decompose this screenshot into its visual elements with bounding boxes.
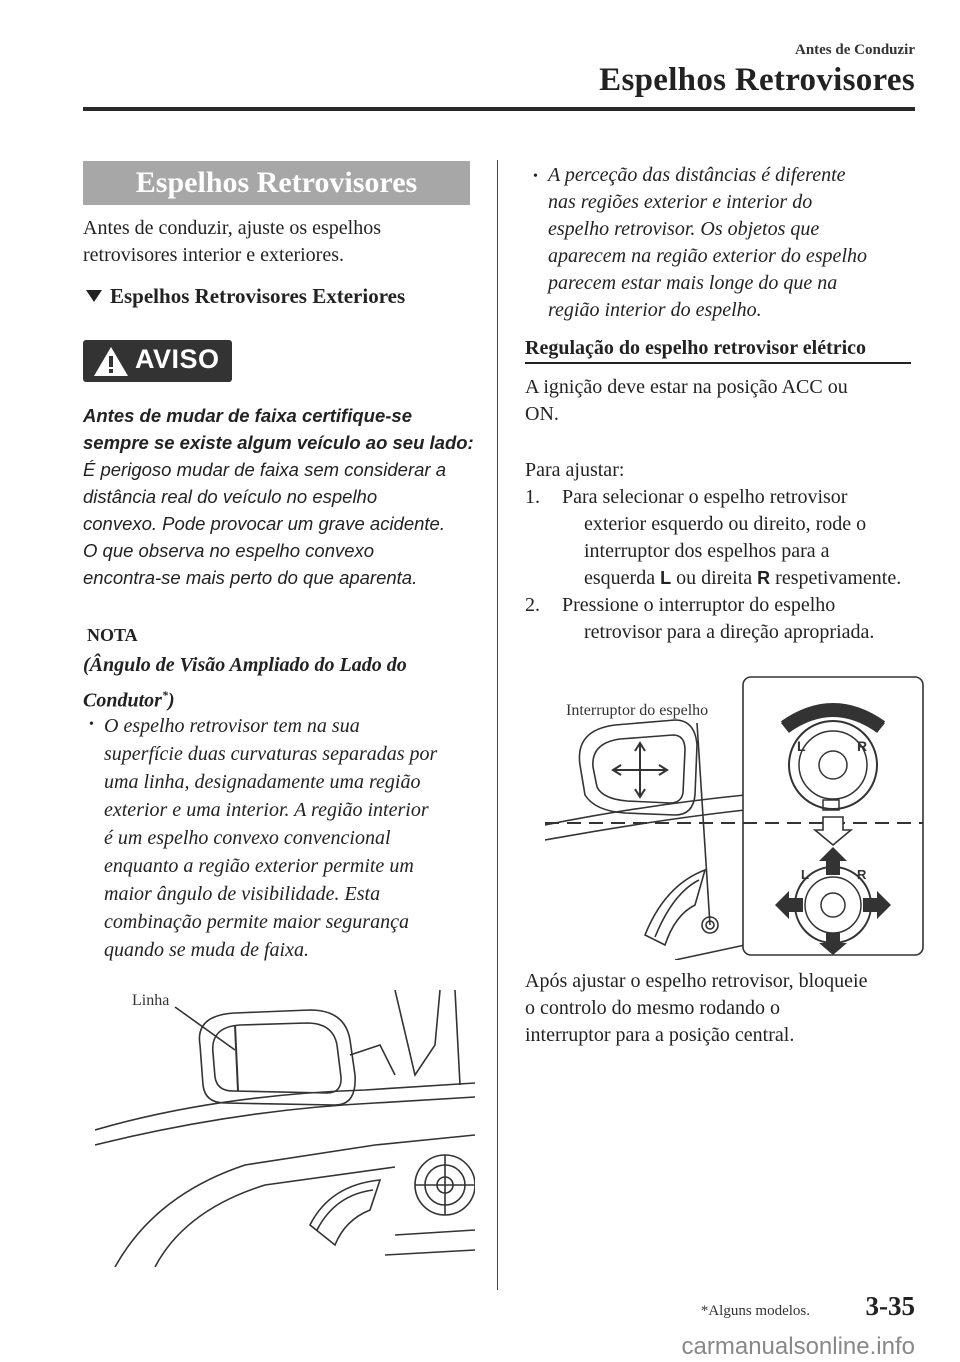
aviso-label: AVISO [135,344,220,374]
after-line: Após ajustar o espelho retrovisor, bloqueie [525,970,868,992]
step-line: interruptor dos espelhos para a [584,540,830,562]
bullet-icon: • [89,717,94,732]
figure-label-switch: Interruptor do espelho [566,702,709,719]
step-line: esquerda L ou direita R respetivamente. [584,567,902,589]
nota-bullet-text [104,712,437,964]
nota-title-line: (Ângulo de Visão Ampliado do Lado do [83,654,407,676]
intro-paragraph [83,215,381,269]
running-header-section: Antes de Conduzir [794,42,915,58]
section-banner: Espelhos Retrovisores [83,161,470,205]
after-paragraph [525,968,867,1049]
adjust-label: Para ajustar: [525,459,625,481]
watermark: carmanualsonline.info [681,1333,915,1360]
column-divider [497,160,498,1290]
bullet-line: nas regiões exterior e interior do [548,191,813,213]
triangle-marker-icon [86,290,102,302]
step-2-number: 2. [525,594,540,616]
bullet-text-perception [548,162,867,324]
nota-label: NOTA [87,625,138,645]
subheading [86,283,405,310]
knob-R-label: R [857,738,868,754]
bullet-line: parecem estar mais longe do que na [548,272,838,294]
warning-line: distância real do veículo no espelho [83,486,378,507]
bullet-icon: • [533,169,538,184]
warning-line: encontra-se mais perto do que aparenta. [83,567,418,588]
bullet-line: espelho retrovisor. Os objetos que [548,218,820,240]
warning-line: O que observa no espelho convexo [83,540,375,561]
header-rule [83,107,915,111]
nota-line: exterior e uma interior. A região interior [104,799,429,821]
subheading-text: Espelhos Retrovisores Exteriores [110,284,406,308]
nota-title-line: Condutor*) [83,688,175,712]
ignition-line: ON. [525,403,559,425]
nota-line: enquanto a região exterior permite um [104,855,414,877]
right-R-symbol: R [757,568,771,588]
bullet-line: aparecem na região exterior do espelho [548,245,867,267]
mirror-illustration [95,985,475,1267]
warning-triangle-icon [92,345,130,378]
footnote: *Alguns modelos. [700,1303,810,1319]
section-heading-electric-mirror: Regulação do espelho retrovisor elétrico [525,336,911,364]
step-1-number: 1. [525,486,540,508]
running-header-title: Espelhos Retrovisores [599,62,915,98]
knob-L-label: L [797,738,806,754]
step-2-text [562,592,874,646]
warning-line: É perigoso mudar de faixa sem considerar a [83,459,446,480]
intro-line: Antes de conduzir, ajuste os espelhos [83,217,382,239]
left-L-symbol: L [660,568,672,588]
warning-line: convexo. Pode provocar um grave acidente. [83,513,445,534]
after-line: interruptor para a posição central. [525,1024,795,1046]
page-number: 3-35 [865,1291,915,1321]
step-line: exterior esquerdo ou direito, rode o [584,513,867,535]
warning-bold-line: sempre se existe algum veículo ao seu lado: [83,432,474,453]
mirror-switch-illustration [545,675,925,960]
step-line: retrovisor para a direção apropriada. [584,621,875,643]
nota-line: é um espelho convexo convencional [104,827,391,849]
footnote-marker: * [161,688,168,702]
warning-text [83,402,474,591]
knob-R-label-2: R [857,867,867,882]
ignition-paragraph [525,374,848,428]
figure-label-linha: Linha [132,992,170,1009]
nota-line: O espelho retrovisor tem na sua [104,715,360,737]
nota-title [83,650,407,716]
intro-line: retrovisores interior e exteriores. [83,244,345,266]
warning-bold-line: Antes de mudar de faixa certifique-se [83,405,412,426]
after-line: o controlo do mesmo rodando o [525,997,780,1019]
nota-line: quando se muda de faixa. [104,939,309,961]
knob-L-label-2: L [801,867,809,882]
nota-line: maior ângulo de visibilidade. Esta [104,883,381,905]
step-1-text [562,484,901,592]
bullet-line: A perceção das distâncias é diferente [548,164,846,186]
nota-line: uma linha, designadamente uma região [104,771,421,793]
step-line: Para selecionar o espelho retrovisor [562,486,848,508]
bullet-line: região interior do espelho. [548,299,762,321]
nota-line: superfície duas curvaturas separadas por [104,743,438,765]
step-line: Pressione o interruptor do espelho [562,594,836,616]
ignition-line: A ignição deve estar na posição ACC ou [525,376,848,398]
nota-line: combinação permite maior segurança [104,911,409,933]
